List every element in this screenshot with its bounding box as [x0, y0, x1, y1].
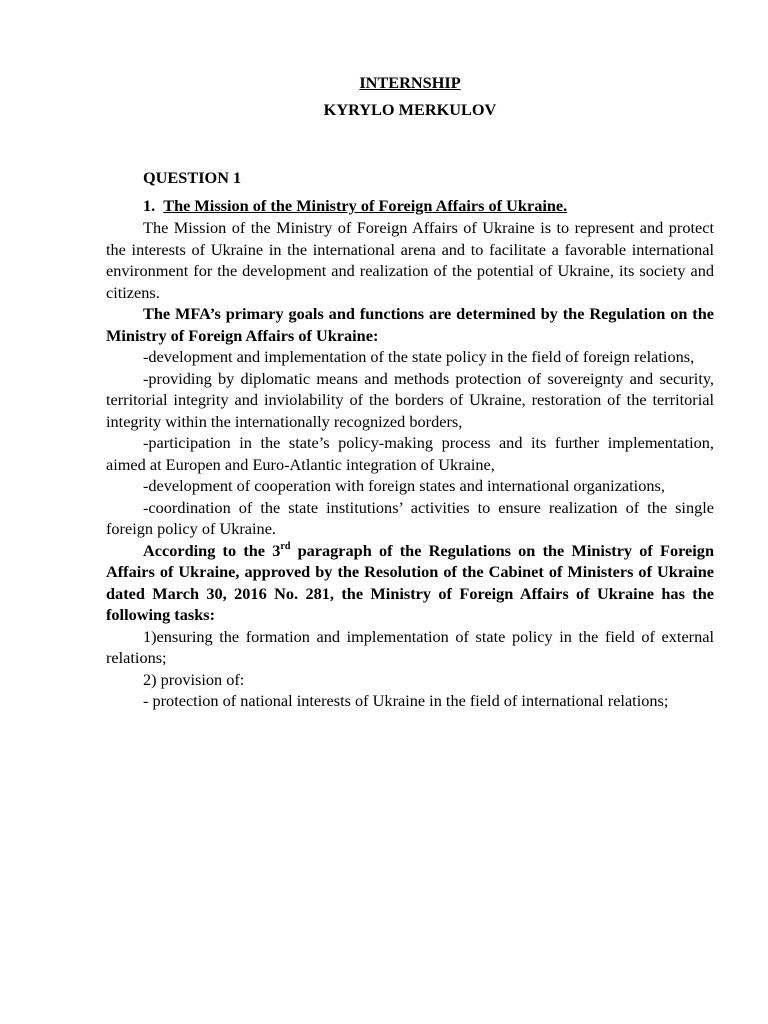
goals-heading: The MFA’s primary goals and functions are determined by the Regulation on the Ministry of Foreign Affairs of Ukraine: — [106, 304, 714, 345]
section-heading-text: The Mission of the Ministry of Foreign Affairs of Ukraine. — [163, 196, 568, 215]
document-title: INTERNSHIP — [359, 73, 461, 92]
goal-item: -coordination of the state institutions’ activities to ensure realization of the single foreign policy of Ukraine. — [106, 497, 714, 538]
question-label: QUESTION 1 — [143, 168, 242, 187]
mission-paragraph: The Mission of the Ministry of Foreign Affairs of Ukraine is to represent and protect the interests of Ukraine in the international arena and to facilitate a favorable international environment for the development and realization of the potential of Ukraine, its society and citizens. — [106, 218, 714, 302]
task-item: 2) provision of: — [143, 669, 245, 689]
task-item: - protection of national interests of Ukraine in the field of international relations; — [143, 691, 669, 710]
section-number: 1. — [143, 196, 156, 215]
author-name: KYRYLO MERKULOV — [323, 100, 497, 119]
goal-item: -participation in the state’s policy-making process and its further implementation, aimed at Europen and Euro-Atlantic integration of Ukraine, — [106, 433, 714, 474]
section-heading — [106, 195, 714, 217]
tasks-intro-paragraph: According to the 3rd paragraph of the Regulations on the Ministry of Foreign Affairs of Ukraine, approved by the Resolution of the Cabinet of Ministers of Ukraine dated March 30, 2016 No. 281, the Ministry of Foreign Affairs of Ukraine has the following tasks: — [106, 540, 714, 624]
task-item: 1)ensuring the formation and implementation of state policy in the field of external relations; — [106, 626, 714, 667]
goal-item: -development and implementation of the state policy in the field of foreign relations, — [143, 347, 695, 366]
document-page — [106, 72, 714, 712]
goal-item: -providing by diplomatic means and methods protection of sovereignty and security, territorial integrity and inviolability of the borders of Ukraine, restoration of the territorial integrity within the internationally recognized borders, — [106, 368, 714, 431]
goal-item: -development of cooperation with foreign states and international organizations, — [143, 476, 665, 495]
